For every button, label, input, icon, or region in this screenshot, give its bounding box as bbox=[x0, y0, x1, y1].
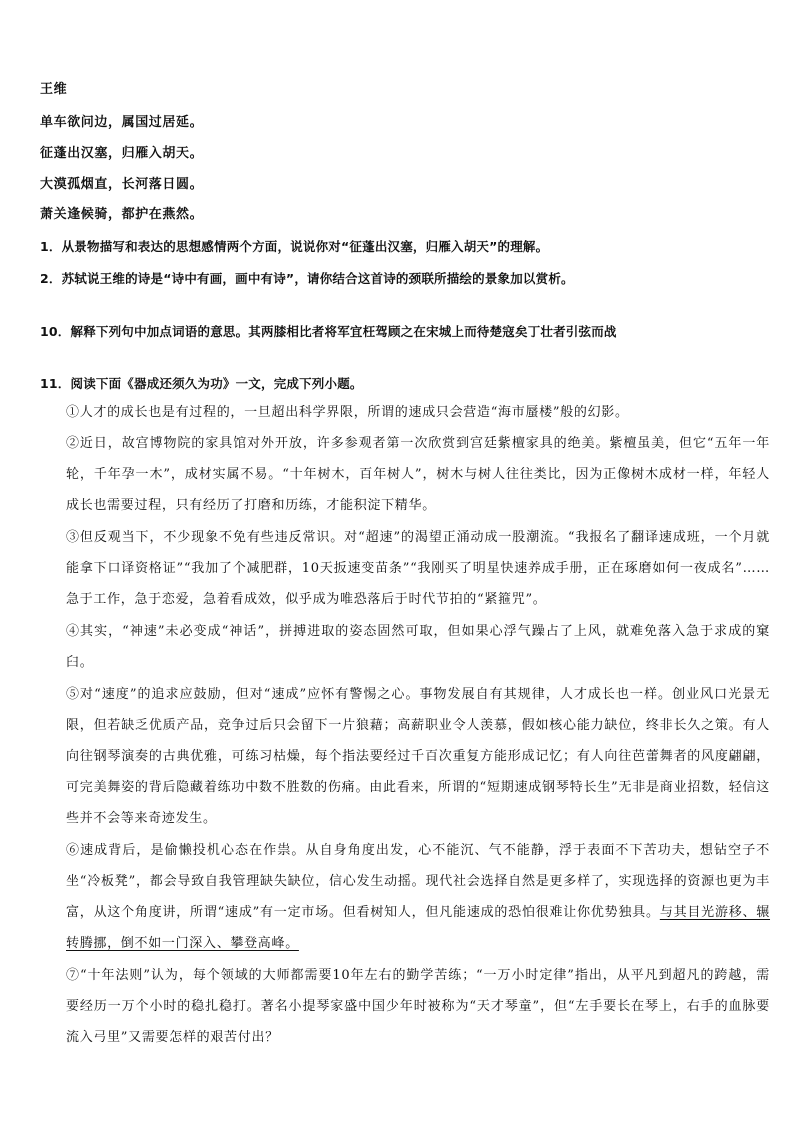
underlined-sentence: 与其目光游移、辗转腾挪，倒不如一门深入、攀登高峰。 bbox=[66, 905, 771, 951]
poem-line-2: 征蓬出汉塞，归雁入胡天。 bbox=[40, 146, 204, 161]
article-paragraph-5 bbox=[40, 679, 770, 834]
poem-line-1: 单车欲问边，属国过居延。 bbox=[40, 115, 204, 130]
article-paragraph-4 bbox=[40, 616, 770, 678]
poem-line-4: 萧关逢候骑，都护在燕然。 bbox=[40, 207, 204, 222]
paragraph-4-text: ④其实，“神速”未必变成“神话”，拼搏进取的姿态固然可取，但如果心浮气躁占了上风，就难免落入急于求成的窠臼。 bbox=[66, 624, 770, 670]
article-paragraph-6 bbox=[40, 835, 770, 959]
poem-line-3: 大漠孤烟直，长河落日圆。 bbox=[40, 177, 204, 192]
question-2: 2．苏轼说王维的诗是“诗中有画，画中有诗”，请你结合这首诗的颈联所描绘的景象加以赏析。 bbox=[40, 271, 574, 286]
paragraph-3-text: ③但反观当下，不少现象不免有些违反常识。对“超速”的渴望正涌动成一股潮流。“我报名了翻译速成班，一个月就能拿下口译资格证”“我加了个减肥群，10天扳速变苗条”“我刚买了明星快速养成手册，正在琢磨如何一夜成名”……急于工作，急于恋爱，急着看成效，似乎成为唯恐落后于时代节拍的“紧箍咒”。 bbox=[66, 530, 770, 607]
question-10: 10．解释下列句中加点词语的意思。其两膝相比者将军宜枉驾顾之在宋城上而待楚寇矣丁壮者引弦而战 bbox=[40, 324, 617, 339]
paragraph-7-text: ⑦“十年法则”认为，每个领域的大师都需要10年左右的勤学苦练；“一万小时定律”指出，从平凡到超凡的跨越，需要经历一万个小时的稳扎稳打。著名小提琴家盛中国少年时被称为“天才琴童”，但“左手要长在琴上，右手的血脉要流入弓里”又需要怎样的艰苦付出？ bbox=[66, 968, 770, 1045]
paragraph-1-text: ①人才的成长也是有过程的，一旦超出科学界限，所谓的速成只会营造“海市蜃楼”般的幻影。 bbox=[66, 405, 629, 420]
article-paragraph-2 bbox=[40, 428, 770, 521]
paragraph-6-text bbox=[40, 835, 770, 959]
question-11: 11．阅读下面《器成还须久为功》一文，完成下列小题。 bbox=[40, 376, 363, 391]
paragraph-6-main: ⑥速成背后，是偷懒投机心态在作祟。从自身角度出发，心不能沉、气不能静，浮于表面不下苦功夫，想钻空子不坐“冷板凳”，都会导致自我管理缺失缺位，信心发生动摇。现代社会选择自然是更多样了，实现选择的资源也更为丰富，从这个角度讲，所谓“速成”有一定市场。但看树知人，但凡能速成的恐怕很难让你优势独具。 bbox=[66, 843, 770, 920]
question-1: 1．从景物描写和表达的思想感情两个方面，说说你对“征蓬出汉塞，归雁入胡天”的理解。 bbox=[40, 239, 549, 254]
article-paragraph-1 bbox=[40, 397, 770, 428]
paragraph-2-text: ②近日，故宫博物院的家具馆对外开放，许多参观者第一次欣赏到宫廷紫檀家具的绝美。紫檀虽美，但它“五年一年轮，千年孕一木”，成材实属不易。“十年树木，百年树人”，树木与树人往往类比，因为正像树木成材一样，年轻人成长也需要过程，只有经历了打磨和历练，才能积淀下精华。 bbox=[66, 436, 770, 513]
article-paragraph-7 bbox=[40, 960, 770, 1053]
poem-author: 王维 bbox=[40, 82, 68, 97]
paragraph-5-text: ⑤对“速度”的追求应鼓励，但对“速成”应怀有警惕之心。事物发展自有其规律，人才成长也一样。创业风口光景无限，但若缺乏优质产品，竞争过后只会留下一片狼藉；高薪职业令人羡慕，假如核心能力缺位，终非长久之策。有人向往钢琴演奏的古典优雅，可练习枯燥，每个指法要经过千百次重复方能形成记忆；有人向往芭蕾舞者的风度翩翩，可完美舞姿的背后隐藏着练功中数不胜数的伤痛。由此看来，所谓的“短期速成钢琴特长生”无非是商业招数，轻信这些并不会等来奇迹发生。 bbox=[66, 687, 770, 826]
article-paragraph-3 bbox=[40, 522, 770, 615]
